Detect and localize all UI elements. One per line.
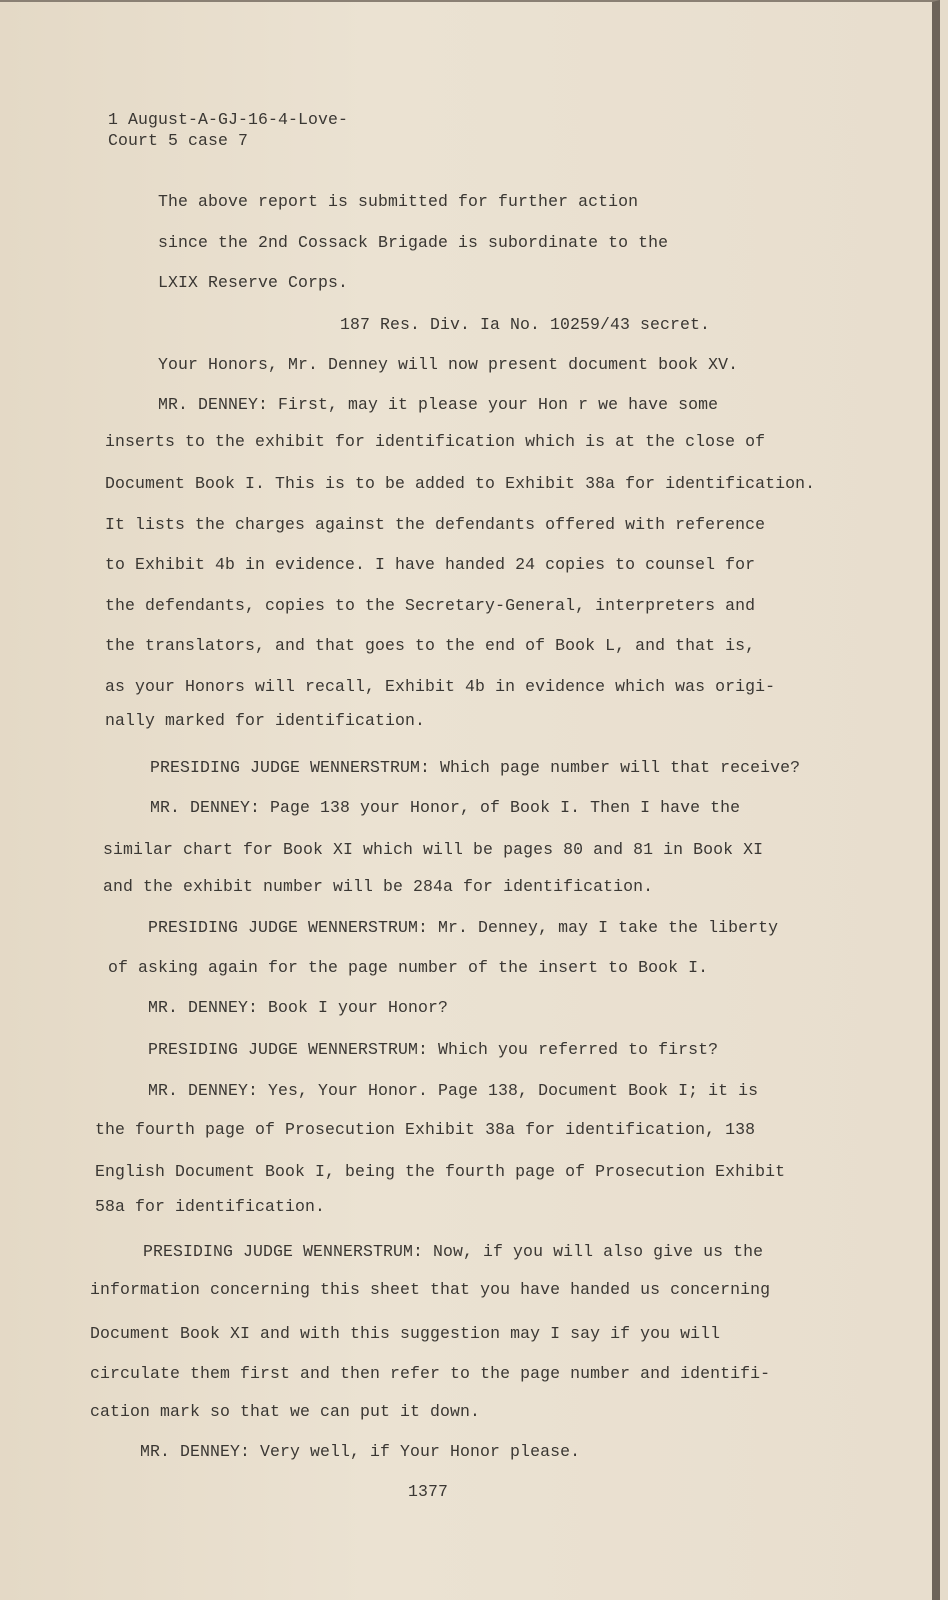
- text-line: cation mark so that we can put it down.: [90, 1402, 481, 1421]
- text-line: MR. DENNEY: First, may it please your Hon r we have some: [158, 395, 719, 414]
- text-line: since the 2nd Cossack Brigade is subordinate to the: [158, 233, 669, 252]
- text-line: PRESIDING JUDGE WENNERSTRUM: Mr. Denney, may I take the liberty: [148, 918, 779, 937]
- text-line: The above report is submitted for further action: [158, 192, 639, 211]
- document-reference: 187 Res. Div. Ia No. 10259/43 secret.: [340, 315, 711, 334]
- header-line: Court 5 case 7: [108, 131, 249, 150]
- text-line: Document Book I. This is to be added to Exhibit 38a for identification.: [105, 474, 816, 493]
- text-line: 58a for identification.: [95, 1197, 326, 1216]
- text-line: of asking again for the page number of the insert to Book I.: [108, 958, 709, 977]
- text-line: Your Honors, Mr. Denney will now present document book XV.: [158, 355, 739, 374]
- text-line: circulate them first and then refer to the page number and identifi-: [90, 1364, 771, 1383]
- text-line: the translators, and that goes to the end of Book L, and that is,: [105, 636, 756, 655]
- text-line: the defendants, copies to the Secretary-General, interpreters and: [105, 596, 756, 615]
- header-line: 1 August-A-GJ-16-4-Love-: [108, 110, 349, 129]
- text-line: information concerning this sheet that you have handed us concerning: [90, 1280, 771, 1299]
- text-line: English Document Book I, being the fourth page of Prosecution Exhibit: [95, 1162, 786, 1181]
- text-line: similar chart for Book XI which will be pages 80 and 81 in Book XI: [103, 840, 764, 859]
- text-line: and the exhibit number will be 284a for identification.: [103, 877, 654, 896]
- text-line: MR. DENNEY: Yes, Your Honor. Page 138, Document Book I; it is: [148, 1081, 759, 1100]
- text-line: nally marked for identification.: [105, 711, 426, 730]
- text-line: to Exhibit 4b in evidence. I have handed 24 copies to counsel for: [105, 555, 756, 574]
- text-line: as your Honors will recall, Exhibit 4b in evidence which was origi-: [105, 677, 776, 696]
- text-line: LXIX Reserve Corps.: [158, 273, 349, 292]
- text-line: MR. DENNEY: Book I your Honor?: [148, 998, 449, 1017]
- text-line: It lists the charges against the defendants offered with reference: [105, 515, 766, 534]
- text-line: MR. DENNEY: Very well, if Your Honor please.: [140, 1442, 581, 1461]
- text-line: PRESIDING JUDGE WENNERSTRUM: Which you referred to first?: [148, 1040, 719, 1059]
- text-line: PRESIDING JUDGE WENNERSTRUM: Now, if you will also give us the: [143, 1242, 764, 1261]
- page-number: 1377: [408, 1482, 449, 1501]
- text-line: MR. DENNEY: Page 138 your Honor, of Book I. Then I have the: [150, 798, 741, 817]
- text-line: the fourth page of Prosecution Exhibit 38a for identification, 138: [95, 1120, 756, 1139]
- text-line: Document Book XI and with this suggestion may I say if you will: [90, 1324, 721, 1343]
- text-line: inserts to the exhibit for identification which is at the close of: [105, 432, 766, 451]
- text-line: PRESIDING JUDGE WENNERSTRUM: Which page number will that receive?: [150, 758, 801, 777]
